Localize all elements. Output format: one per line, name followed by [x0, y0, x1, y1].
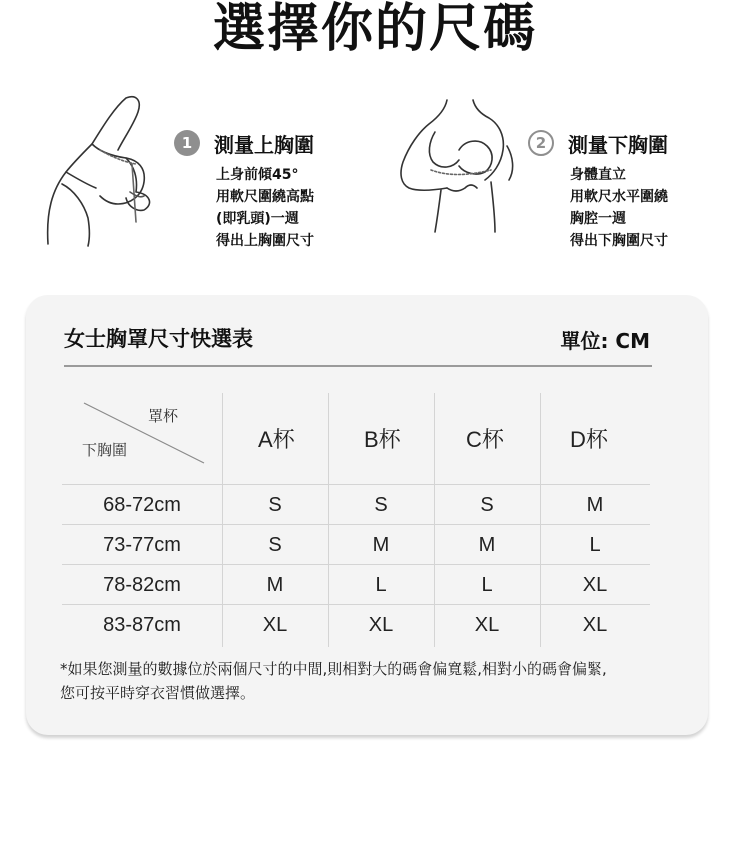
- step-line: 胸腔一週: [570, 211, 626, 227]
- size-cell: S: [374, 494, 388, 516]
- page-title: 選擇你的尺碼: [212, 0, 537, 59]
- column-header-a: A杯: [258, 427, 295, 452]
- table-header: [62, 393, 650, 485]
- table-corner-cell: [62, 393, 222, 485]
- size-cell: XL: [582, 574, 608, 596]
- unit-label: 單位: CM: [560, 329, 650, 353]
- column-header-c: C杯: [466, 427, 504, 452]
- size-cell: L: [589, 534, 601, 556]
- size-table: [62, 393, 650, 645]
- step-description: [216, 164, 314, 252]
- band-axis-label: 下胸圍: [82, 441, 128, 459]
- size-cell: L: [375, 574, 387, 596]
- table-row: [62, 565, 650, 605]
- size-cell: S: [480, 494, 494, 516]
- size-cell: XL: [474, 614, 500, 636]
- size-cell: S: [268, 494, 282, 516]
- cup-axis-label: 罩杯: [148, 407, 179, 425]
- size-chart-title: 女士胸罩尺寸快選表: [64, 327, 253, 351]
- size-cell: XL: [582, 614, 608, 636]
- size-chart-card: [26, 295, 708, 735]
- step-line: (即乳頭)一週: [216, 211, 299, 227]
- step-line: 上身前傾45°: [216, 167, 299, 183]
- size-cell: M: [266, 574, 284, 596]
- step-under-bust: [528, 128, 668, 252]
- table-row: [62, 605, 650, 645]
- size-cell: XL: [262, 614, 288, 636]
- step-description: [570, 164, 668, 252]
- step-number-badge: 2: [528, 130, 554, 156]
- upper-bust-illustration: [40, 92, 160, 252]
- step-title: 測量上胸圍: [214, 132, 314, 157]
- size-cell: S: [268, 534, 282, 556]
- table-row: [62, 485, 650, 525]
- note-line: *如果您測量的數據位於兩個尺寸的中間,則相對大的碼會偏寬鬆,相對小的碼會偏緊,: [60, 660, 607, 678]
- size-cell: M: [372, 534, 390, 556]
- table-row: [62, 525, 650, 565]
- size-note: [60, 657, 700, 705]
- column-header-d: D杯: [570, 427, 608, 452]
- under-bust-illustration: [395, 96, 525, 236]
- step-upper-bust: [174, 128, 314, 252]
- band-range: 83-87cm: [103, 614, 181, 636]
- step-line: 得出上胸圍尺寸: [216, 233, 314, 249]
- size-cell: XL: [368, 614, 394, 636]
- size-cell: M: [478, 534, 496, 556]
- step-title: 測量下胸圍: [568, 132, 668, 157]
- band-range: 78-82cm: [103, 574, 181, 596]
- size-cell: M: [586, 494, 604, 516]
- step-line: 用軟尺水平圍繞: [570, 189, 668, 205]
- column-header-b: B杯: [364, 427, 401, 452]
- step-line: 得出下胸圍尺寸: [570, 233, 668, 249]
- step-line: 身體直立: [570, 167, 626, 183]
- step-number-badge: 1: [174, 130, 200, 156]
- note-line: 您可按平時穿衣習慣做選擇。: [60, 684, 256, 702]
- step-line: 用軟尺圍繞高點: [216, 189, 314, 205]
- size-cell: L: [481, 574, 493, 596]
- divider: [64, 365, 652, 367]
- band-range: 73-77cm: [103, 534, 181, 556]
- band-range: 68-72cm: [103, 494, 181, 516]
